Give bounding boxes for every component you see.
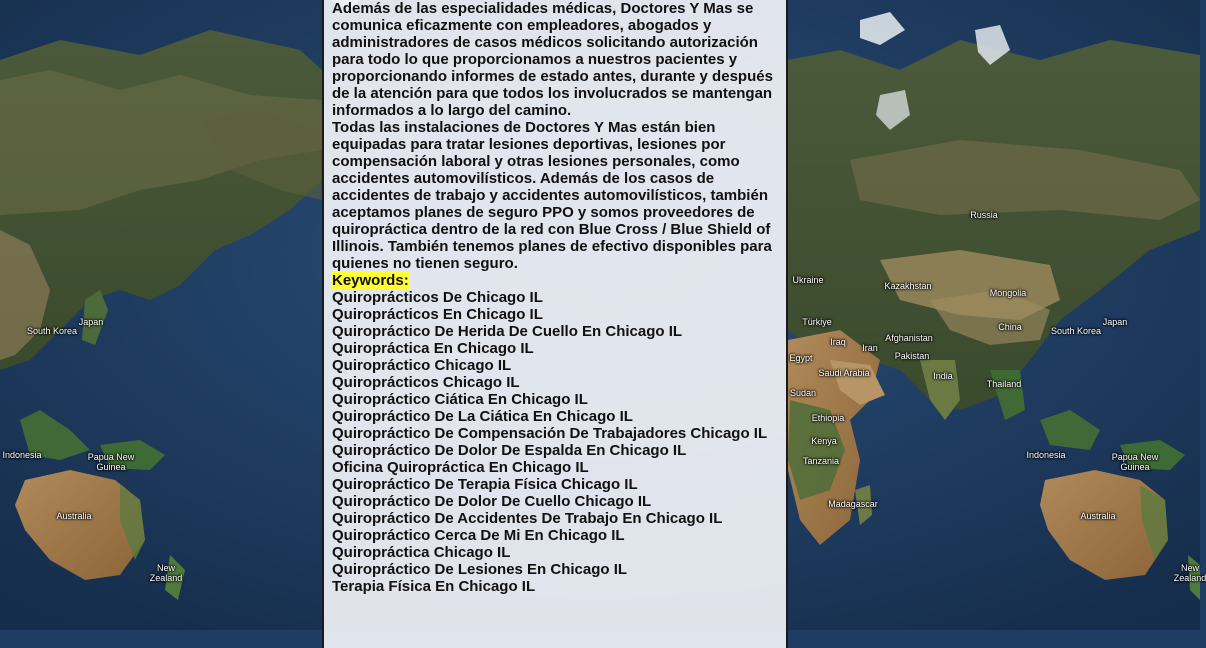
paragraph-communication: Además de las especialidades médicas, Doctores Y Mas se comunica eficazmente con empleadores, abogados y administradores de casos médicos solicitando autorización para todo lo que proporcionamos a nuestros pacientes y proporcionando informes de estado antes, durante y después de la atención para que todos los involucrados se mantengan informados a lo largo del camino. (332, 0, 773, 119)
keyword-item: Quiropráctico De Herida De Cuello En Chicago IL (332, 323, 683, 340)
keyword-item: Quiroprácticos En Chicago IL (332, 306, 543, 323)
keyword-item: Quiropráctico De Compensación De Trabajadores Chicago IL (332, 425, 768, 442)
paragraph-facilities: Todas las instalaciones de Doctores Y Mas están bien equipadas para tratar lesiones deportivas, lesiones por compensación laboral y otras lesiones personales, como accidentes automovilísticos. Además de los casos de accidentes de trabajo y accidentes automovilísticos, también aceptamos planes de seguro PPO y somos proveedores de quiropráctica dentro de la red con Blue Cross / Blue Shield of Illinois. También tenemos planes de efectivo disponibles para quienes no tienen seguro. (332, 119, 772, 272)
map-place-label: Pakistan (894, 351, 930, 361)
map-place-label: Russia (970, 210, 998, 220)
map-place-label: Iran (862, 343, 878, 353)
map-place-label: Iraq (830, 337, 846, 347)
map-place-label: Ukraine (792, 275, 824, 285)
map-place-label: Ethiopia (811, 413, 845, 423)
keyword-item: Terapia Física En Chicago IL (332, 578, 536, 595)
keyword-item: Quiropráctico De Terapia Física Chicago IL (332, 476, 638, 493)
keyword-item: Quiropráctico Cerca De Mi En Chicago IL (332, 527, 625, 544)
map-place-label: Japan (78, 317, 104, 327)
map-place-label: Egypt (789, 353, 813, 363)
keyword-item: Quiropráctico De Dolor De Espalda En Chicago IL (332, 442, 687, 459)
map-place-label: South Korea (1050, 326, 1102, 336)
map-place-label: China (998, 322, 1022, 332)
content-panel (322, 0, 788, 648)
map-place-label: Japan (1102, 317, 1128, 327)
map-place-label: Thailand (986, 379, 1022, 389)
keywords-list (332, 289, 784, 595)
map-place-label: Australia (1080, 511, 1116, 521)
keyword-item: Quiropráctico Chicago IL (332, 357, 512, 374)
map-place-label: Indonesia (1026, 450, 1066, 460)
keyword-item: Quiropráctico De La Ciática En Chicago IL (332, 408, 633, 425)
map-place-label: Australia (56, 511, 92, 521)
map-place-label: Tanzania (802, 456, 840, 466)
keyword-item: Quiropráctico De Accidentes De Trabajo En Chicago IL (332, 510, 723, 527)
keyword-item: Quiropráctico De Dolor De Cuello Chicago IL (332, 493, 652, 510)
map-place-label: Mongolia (989, 288, 1027, 298)
keyword-item: Quiropráctica En Chicago IL (332, 340, 534, 357)
keyword-item: Quiropráctico De Lesiones En Chicago IL (332, 561, 628, 578)
map-place-label: India (933, 371, 953, 381)
map-place-label: Papua New Guinea (87, 452, 135, 472)
map-place-label: Afghanistan (885, 333, 933, 343)
keyword-item: Quiropráctica Chicago IL (332, 544, 511, 561)
keyword-item: Quiropráctico Ciática En Chicago IL (332, 391, 588, 408)
map-place-label: Indonesia (2, 450, 42, 460)
map-place-label: New Zealand (149, 563, 183, 583)
keyword-item: Quiroprácticos De Chicago IL (332, 289, 543, 306)
map-place-label: Kenya (811, 436, 837, 446)
keyword-item: Quiroprácticos Chicago IL (332, 374, 520, 391)
keyword-item: Oficina Quiropráctica En Chicago IL (332, 459, 589, 476)
map-place-label: Saudi Arabia (818, 368, 870, 378)
map-place-label: Papua New Guinea (1111, 452, 1159, 472)
panel-text (332, 0, 784, 595)
map-place-label: New Zealand (1173, 563, 1206, 583)
map-place-label: Madagascar (828, 499, 878, 509)
map-place-label: South Korea (26, 326, 78, 336)
map-place-label: Sudan (789, 388, 817, 398)
map-place-label: Türkiye (802, 317, 832, 327)
keywords-heading: Keywords: (332, 272, 409, 289)
map-place-label: Kazakhstan (884, 281, 932, 291)
